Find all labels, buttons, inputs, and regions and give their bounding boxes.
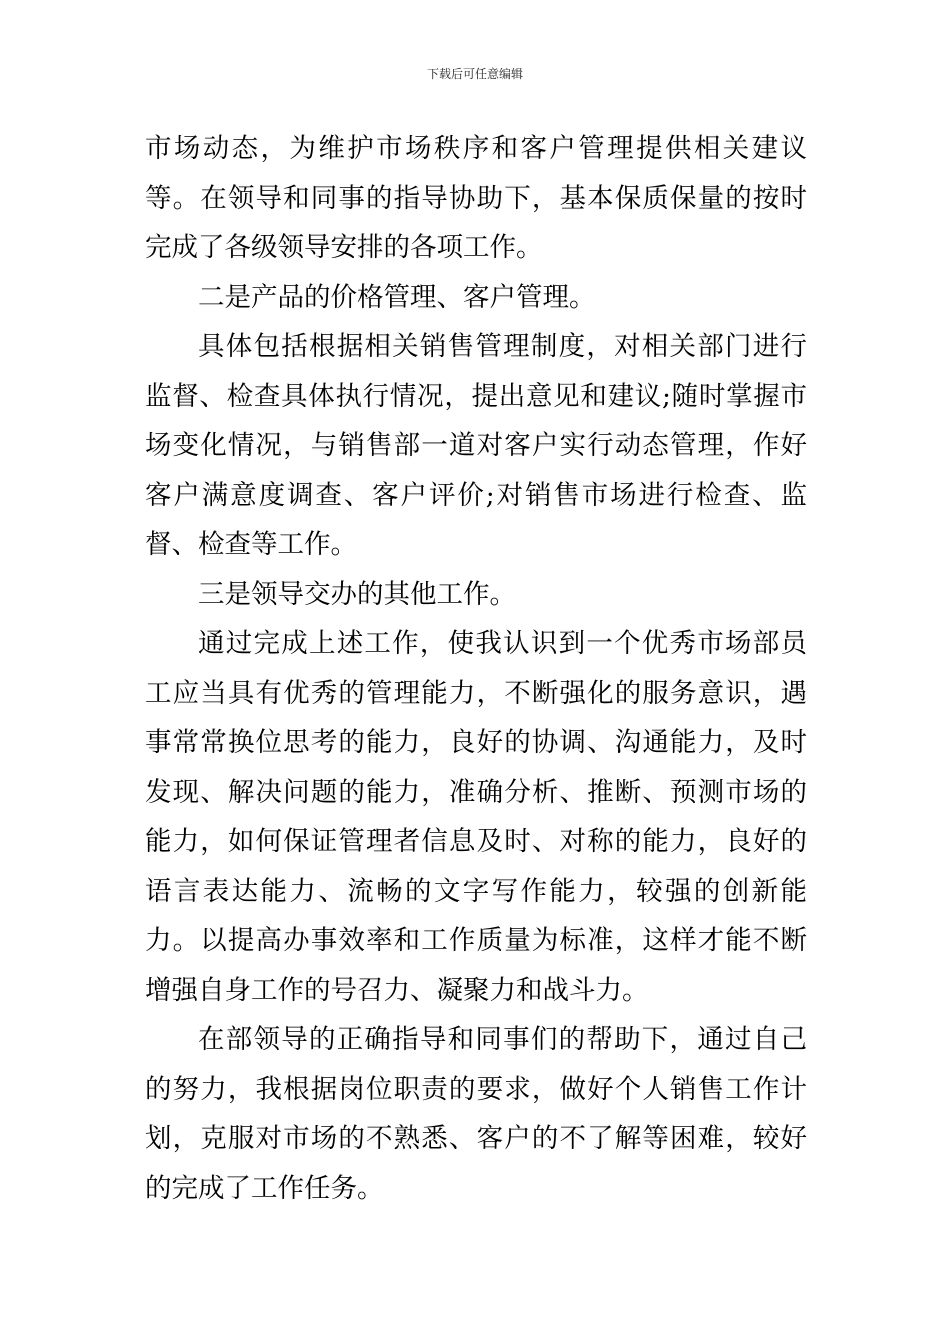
- paragraph-conclusion: 在部领导的正确指导和同事们的帮助下，通过自己的努力，我根据岗位职责的要求，做好个人销售工作计划，克服对市场的不熟悉、客户的不了解等困难，较好的完成了工作任务。: [145, 1024, 807, 1204]
- page-header: 下载后可任意编辑: [426, 67, 523, 81]
- paragraph-management-details: 具体包括根据相关销售管理制度，对相关部门进行监督、检查具体执行情况，提出意见和建议;随时掌握市场变化情况，与销售部一道对客户实行动态管理，作好客户满意度调查、客户评价;对销售市场进行检查、监督、检查等工作。: [145, 331, 807, 560]
- paragraph-abilities: 通过完成上述工作，使我认识到一个优秀市场部员工应当具有优秀的管理能力，不断强化的服务意识，遇事常常换位思考的能力，良好的协调、沟通能力，及时发现、解决问题的能力，准确分析、推断、预测市场的能力，如何保证管理者信息及时、对称的能力，良好的语言表达能力、流畅的文字写作能力，较强的创新能力。以提高办事效率和工作质量为标准，这样才能不断增强自身工作的号召力、凝聚力和战斗力。: [145, 628, 807, 1006]
- paragraph-price-customer-management: 二是产品的价格管理、客户管理。: [198, 281, 596, 313]
- document-body: [145, 124, 807, 1213]
- paragraph-continuation: 市场动态，为维护市场秩序和客户管理提供相关建议等。在领导和同事的指导协助下，基本保质保量的按时完成了各级领导安排的各项工作。: [145, 133, 807, 263]
- paragraph-other-work: 三是领导交办的其他工作。: [198, 578, 516, 610]
